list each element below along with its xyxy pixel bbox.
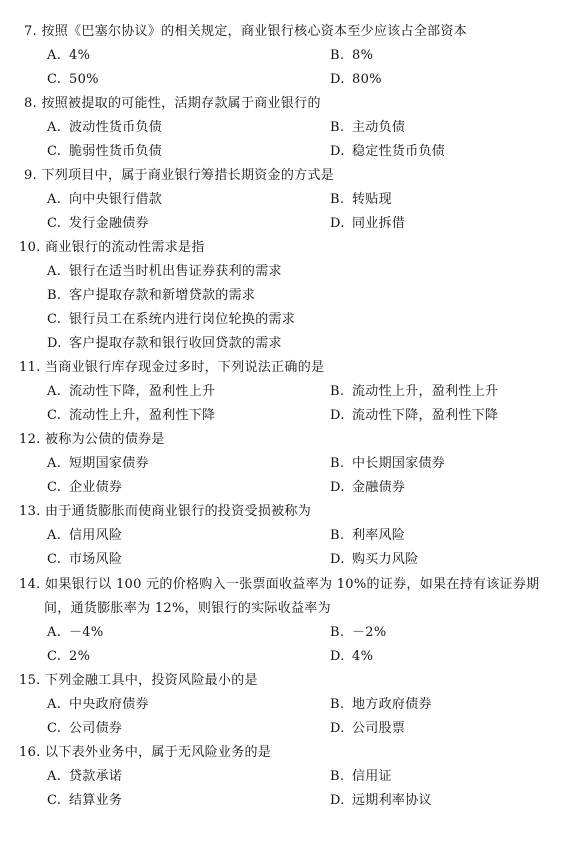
option-text: 流动性下降，盈利性上升: [69, 384, 216, 399]
option-text: 流动性上升，盈利性上升: [352, 384, 499, 399]
question-13-stem: [19, 504, 311, 520]
option-letter: D.: [330, 793, 345, 808]
question-number: 12.: [19, 432, 41, 447]
question-number: 11.: [19, 360, 41, 375]
question-text: 被称为公债的债券是: [45, 432, 165, 447]
option-c: [47, 144, 162, 160]
option-text: 80%: [352, 72, 382, 87]
option-text: 8%: [352, 48, 374, 63]
option-letter: B.: [330, 192, 345, 207]
option-d: [330, 793, 432, 809]
question-text: 下列项目中，属于商业银行筹措长期资金的方式是: [41, 168, 335, 183]
option-text: 利率风险: [352, 528, 406, 543]
option-text: 中长期国家债券: [352, 456, 446, 471]
option-text: 远期利率协议: [352, 793, 432, 808]
option-d: [330, 72, 382, 88]
option-text: 银行在适当时机出售证券获利的需求: [69, 264, 282, 279]
option-d: [330, 721, 405, 737]
option-d: [330, 408, 498, 424]
option-letter: C.: [47, 408, 62, 423]
question-9-stem: [24, 168, 334, 184]
option-letter: C.: [47, 144, 62, 159]
option-d: [330, 552, 419, 568]
option-text: 银行员工在系统内进行岗位轮换的需求: [69, 312, 296, 327]
option-letter: B.: [330, 384, 345, 399]
option-c: [47, 480, 122, 496]
option-letter: A.: [47, 192, 62, 207]
question-number: 14.: [19, 577, 41, 592]
option-letter: A.: [47, 48, 62, 63]
option-letter: C.: [47, 552, 62, 567]
option-letter: A.: [47, 456, 62, 471]
question-text: 以下表外业务中，属于无风险业务的是: [45, 745, 272, 760]
option-a: [47, 625, 104, 641]
option-b: [330, 697, 432, 713]
option-text: 企业债券: [69, 480, 123, 495]
option-letter: D.: [330, 480, 345, 495]
option-text: 波动性货币负债: [69, 120, 163, 135]
option-text: 50%: [69, 72, 99, 87]
question-number: 15.: [19, 673, 41, 688]
option-letter: D.: [330, 216, 345, 231]
option-letter: A.: [47, 264, 62, 279]
option-b: [330, 120, 405, 136]
option-letter: C.: [47, 793, 62, 808]
option-a: [47, 384, 215, 400]
option-a: [47, 264, 282, 280]
question-text: 商业银行的流动性需求是指: [45, 240, 205, 255]
question-text: 按照被提取的可能性，活期存款属于商业银行的: [41, 96, 321, 111]
question-16-stem: [19, 745, 271, 761]
question-number: 16.: [19, 745, 41, 760]
option-text: 发行金融债券: [69, 216, 149, 231]
option-text: 信用证: [352, 769, 392, 784]
option-text: 4%: [352, 649, 374, 664]
option-letter: D.: [330, 144, 345, 159]
question-14-stem-continued: [44, 601, 331, 617]
option-letter: A.: [47, 528, 62, 543]
option-a: [47, 528, 122, 544]
option-a: [47, 48, 90, 64]
option-text: 结算业务: [69, 793, 123, 808]
question-7-stem: [24, 24, 467, 40]
question-10-stem: [19, 240, 205, 256]
question-8-stem: [24, 96, 321, 112]
question-number: 8.: [24, 96, 38, 111]
question-text: 如果银行以 100 元的价格购入一张票面收益率为 10%的证券，如果在持有该证券期: [45, 577, 540, 592]
option-a: [47, 456, 149, 472]
option-letter: B.: [330, 697, 345, 712]
option-text: 市场风险: [69, 552, 123, 567]
option-text: 同业拆借: [352, 216, 406, 231]
option-c: [47, 72, 99, 88]
option-a: [47, 697, 149, 713]
question-text: 下列金融工具中，投资风险最小的是: [45, 673, 258, 688]
option-letter: A.: [47, 120, 62, 135]
option-c: [47, 721, 122, 737]
option-letter: D.: [330, 408, 345, 423]
question-number: 7.: [24, 24, 38, 39]
option-letter: D.: [47, 336, 62, 351]
option-letter: C.: [47, 216, 62, 231]
option-letter: C.: [47, 480, 62, 495]
option-letter: A.: [47, 625, 62, 640]
option-letter: B.: [330, 625, 345, 640]
option-c: [47, 649, 90, 665]
option-text: 脆弱性货币负债: [69, 144, 163, 159]
option-c: [47, 793, 122, 809]
option-a: [47, 192, 162, 208]
option-c: [47, 216, 149, 232]
option-letter: D.: [330, 72, 345, 87]
option-text: 购买力风险: [352, 552, 419, 567]
option-letter: D.: [330, 552, 345, 567]
option-b: [47, 288, 255, 304]
option-text: 客户提取存款和新增贷款的需求: [69, 288, 256, 303]
option-text: 流动性上升，盈利性下降: [69, 408, 216, 423]
option-c: [47, 312, 295, 328]
option-b: [330, 528, 405, 544]
question-14-stem: [19, 577, 539, 593]
option-text: 客户提取存款和银行收回贷款的需求: [69, 336, 282, 351]
option-a: [47, 769, 122, 785]
option-letter: C.: [47, 312, 62, 327]
question-number: 13.: [19, 504, 41, 519]
option-letter: C.: [47, 721, 62, 736]
question-text: 当商业银行库存现金过多时，下列说法正确的是: [45, 360, 325, 375]
option-text: －2%: [352, 625, 387, 640]
option-b: [330, 48, 373, 64]
question-11-stem: [19, 360, 324, 376]
option-letter: B.: [330, 48, 345, 63]
question-text: 由于通货膨胀而使商业银行的投资受损被称为: [45, 504, 312, 519]
option-text: 稳定性货币负债: [352, 144, 446, 159]
option-letter: A.: [47, 697, 62, 712]
option-text: 中央政府债券: [69, 697, 149, 712]
option-text: 转贴现: [352, 192, 392, 207]
option-letter: B.: [330, 456, 345, 471]
option-text: 信用风险: [69, 528, 123, 543]
option-d: [330, 649, 373, 665]
option-text: 2%: [69, 649, 91, 664]
option-text: 短期国家债券: [69, 456, 149, 471]
question-12-stem: [19, 432, 165, 448]
question-text: 按照《巴塞尔协议》的相关规定，商业银行核心资本至少应该占全部资本: [41, 24, 468, 39]
option-text: 流动性下降，盈利性下降: [352, 408, 499, 423]
option-text: 公司债券: [69, 721, 123, 736]
option-d: [47, 336, 282, 352]
question-number: 10.: [19, 240, 41, 255]
option-letter: B.: [47, 288, 62, 303]
question-15-stem: [19, 673, 258, 689]
option-b: [330, 456, 445, 472]
option-text: 地方政府债券: [352, 697, 432, 712]
option-d: [330, 480, 405, 496]
option-letter: C.: [47, 649, 62, 664]
question-text-continued: 间，通货膨胀率为 12%，则银行的实际收益率为: [44, 601, 331, 616]
option-c: [47, 408, 215, 424]
option-b: [330, 769, 392, 785]
option-c: [47, 552, 122, 568]
option-a: [47, 120, 162, 136]
option-b: [330, 192, 392, 208]
option-text: 向中央银行借款: [69, 192, 163, 207]
option-letter: A.: [47, 769, 62, 784]
option-text: 公司股票: [352, 721, 406, 736]
option-letter: C.: [47, 72, 62, 87]
option-letter: D.: [330, 721, 345, 736]
option-letter: B.: [330, 528, 345, 543]
option-letter: A.: [47, 384, 62, 399]
option-b: [330, 384, 498, 400]
question-number: 9.: [24, 168, 38, 183]
option-text: 金融债券: [352, 480, 406, 495]
option-d: [330, 144, 445, 160]
option-text: 主动负债: [352, 120, 406, 135]
option-text: 4%: [69, 48, 91, 63]
option-b: [330, 625, 387, 641]
option-d: [330, 216, 405, 232]
option-letter: D.: [330, 649, 345, 664]
option-letter: B.: [330, 120, 345, 135]
option-letter: B.: [330, 769, 345, 784]
option-text: －4%: [69, 625, 104, 640]
option-text: 贷款承诺: [69, 769, 123, 784]
